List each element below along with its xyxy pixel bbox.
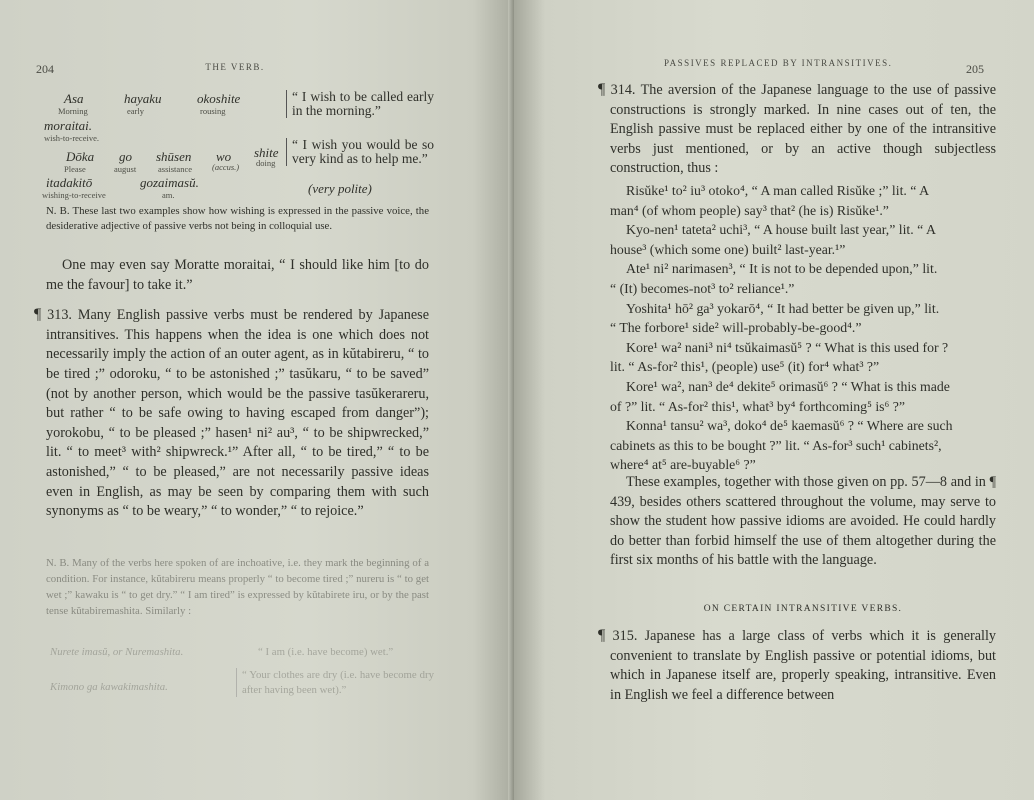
gloss: Please [64,164,86,174]
right-page [514,0,1034,800]
gloss: Morning [58,106,88,116]
jp-word: Dōka [66,149,95,164]
gloss: rousing [200,106,226,116]
examples-list [610,181,996,475]
example-line: Risŭke¹ to² iu³ otoko⁴, “ A man called Risŭke ;” lit. “ A [626,183,930,198]
jp-word: okoshite [197,91,241,106]
gloss: august [114,164,137,174]
translation: “ I wish you would be so very kind as to help me.” [286,138,434,166]
pilcrow-icon: ¶ [598,81,606,98]
paragraph: One may even say Moratte moraitai, “ I should like him [to do me the favour] to take it.” [46,257,429,293]
jp-word: wo [216,149,232,164]
example-line: Yoshita¹ hō² ga³ yokarō⁴, “ It had better be given up,” lit. [626,300,940,316]
example-line: man⁴ (of whom people) say³ that² (he is) Risŭke¹.” [610,202,889,218]
gloss: early [127,106,144,116]
gloss: assistance [158,164,192,174]
example-line: Ate¹ ni² narimasen³, “ It is not to be depended upon,” lit. [626,261,938,277]
gloss: am. [162,190,175,200]
jp-word: itadakitō [46,175,93,190]
example-line: Kore¹ wa² nani³ ni⁴ tsŭkaimasŭ⁵ ? “ What is this used for ? [626,339,949,355]
translation: “ I wish to be called early in the morning.” [286,90,434,118]
nb-note-faded: N. B. Many of the verbs here spoken of are inchoative, i.e. they mark the beginning of a condition. For instance, kŭtabireru means properly “ to become tired ;” nureru is “ to get wet ;” kawaku is “ to get dry.” “ I am tired” is expressed by kŭtabirete iru, or by the past tense kŭtabiremashita. Similarly : [46,557,429,617]
left-page [0,0,514,800]
page-number: 204 [36,62,54,76]
jp-word: hayaku [124,91,162,106]
jp-word: shūsen [156,149,192,164]
example-line: “ The forbore¹ side² will-probably-be-good⁴.” [610,320,862,336]
gloss: wish-to-receive. [44,133,99,143]
paragraph: These examples, together with those given on pp. 57—8 and in ¶ 439, besides others scattered throughout the volume, may serve to show the student how passive idioms are avoided. He could hardly do better than forbid himself the use of them altogether during the first six months of his battle with the language. [610,474,996,569]
example-line: “ (It) becomes-not³ to² reliance¹.” [610,280,795,296]
section-heading: ON CERTAIN INTRANSITIVE VERBS. [703,604,903,614]
page-number: 205 [966,62,984,76]
example-line: of ?” lit. “ As-for² this¹, what³ by⁴ forthcoming⁵ is⁶ ?” [610,398,906,414]
running-head: PASSIVES REPLACED BY INTRANSITIVES. [664,58,893,68]
example-line: Konna¹ tansu² wa³, doko⁴ de⁵ kaemasŭ⁶ ? “ Where are such [626,418,953,434]
jp-word: shite [254,145,279,160]
body-text [34,256,429,522]
example-jp: Nurete imasŭ, or Nuremashita. [50,646,184,658]
pilcrow-icon: ¶ [34,306,42,324]
jp-word: gozaimasŭ. [140,175,199,190]
jp-word: go [119,149,132,164]
jp-word: Asa [64,91,84,106]
running-head: THE VERB. [205,62,265,72]
example-line: cabinets as this to be bought ?” lit. “ As-for³ such¹ cabinets², [610,437,942,453]
jp-word: moraitai. [44,118,93,133]
example-line: where⁴ at⁵ are-buyable⁶ ?” [610,457,756,473]
example-line: house³ (which some one) built² last-year.¹” [610,241,846,257]
example-en: “ Your clothes are dry (i.e. have become dry after having been wet).” [236,668,434,697]
gloss: (accus.) [212,162,240,172]
example-line: Kore¹ wa², nan³ de⁴ dekite⁵ orimasŭ⁶ ? “ What is this made [626,378,950,394]
paragraph-315: ¶ 315. Japanese has a large class of verbs which it is generally convenient to translate by English passive or potential idioms, but which in Japanese itself are, properly speaking, intransitive. Even in English we feel a difference between [598,627,997,703]
gloss: wishing-to-receive [42,190,106,200]
example-line: Kyo-nen¹ tateta² uchi³, “ A house built last year,” lit. “ A [626,222,936,238]
gloss: doing [256,158,276,168]
example-en: “ I am (i.e. have become) wet.” [258,646,394,658]
pilcrow-icon: ¶ [598,627,606,644]
paragraph-314: ¶ 314. The aversion of the Japanese language to the use of passive constructions is strongly marked. In nine cases out of ten, the English passive must be replaced either by one of the intransitive verbs just mentioned, or by an active though subjectless construction, thus : [598,81,996,177]
example-line: lit. “ As-for² this¹, (people) use⁵ (it) for⁴ what³ ?” [610,359,880,375]
paragraph-313: ¶ 313. Many English passive verbs must be rendered by Japanese intransitives. This happens when the idea is one which does not necessarily imply the action of an outer agent, as in kŭtabireru, “ to be tired ;” odoroku, “ to be astonished ;” tasŭkaru, “ to be saved” (not by another person, which would be the passive tasŭkerareru, but rather “ to be safe owing to having escaped from danger”); yorokobu, “ to be pleased ;” hasen¹ ni² au³, “ to be shipwrecked,” lit. “ to meet³ with² shipwreck.¹” After all, “ to be tired,” “ to be astonished,” “ to be pleased,” are not necessarily passive ideas even in English, as may be seen by comparing them with such synonyms as “ to be weary,” “ to wonder,” “ to rejoice.” [34,306,429,520]
nb-note: N. B. These last two examples show how wishing is expressed in the passive voice, the desiderative adjective of passive verbs not being in colloquial use. [46,205,429,232]
politeness-note: (very polite) [308,181,372,196]
example-jp: Kimono ga kawakimashita. [50,681,168,693]
